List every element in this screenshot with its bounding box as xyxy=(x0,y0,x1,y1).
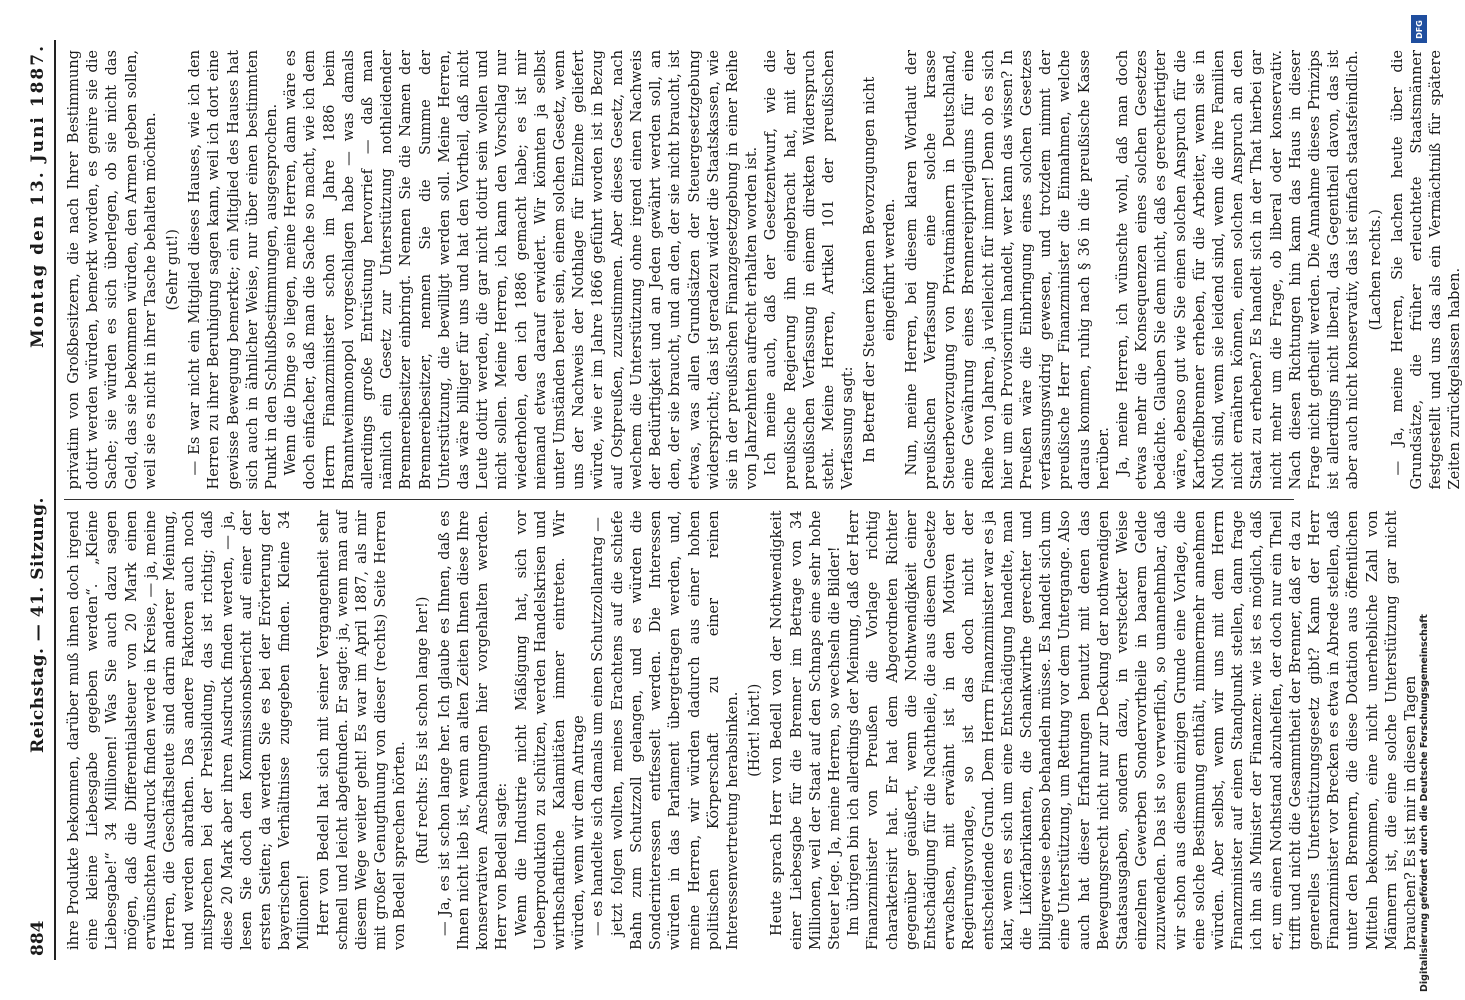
paragraph: Herr von Bedell hat sich mit seiner Vergangenheit sehr schnell und leicht abgefunden. Er sagte: ja, wenn man auf diesem Wege weiter geht! Es war im April 1887, als mir mit großer Genugthuung von dieser (rechts) Seite Herren von Bedell sprechen hörten. xyxy=(314,510,409,950)
right-column xyxy=(64,40,1464,500)
running-head xyxy=(28,40,56,960)
column-rule xyxy=(64,500,1294,501)
paragraph: — Ja, meine Herren, Sie lachen heute über die Grundsätze, die früher erleuchtete Staatsmänner festgestellt und uns das als ein Vermächtniß für spätere Zeiten zurückgelassen haben. xyxy=(1388,50,1464,490)
interjection: (Hört! hört!) xyxy=(746,683,764,777)
interjection: (Lachen rechts.) xyxy=(1366,209,1384,331)
interjection: (Ruf rechts: Es ist schon lange her!) xyxy=(413,596,431,864)
paragraph: ihre Produkte bekommen, darüber muß ihnen doch irgend eine kleine Liebesgabe gegeben werden“. „Kleine Liebesgabe!“ 34 Millionen! Was Sie auch dazu sagen mögen, daß die Differentialsteuer von 20 Mark einen erwünschten Ausdruck finden werde in Kreise, — ja, meine Herren, die Geschäftsleute sind darin anderer Meinung, und werden abrathen. Das andere Faktoren auch noch mitsprechen bei der Preisbildung, das ist richtig; daß diese 20 Mark aber ihren Ausdruck finden werden, — ja, lesen Sie doch den Kommissionsbericht auf einer der ersten Seiten; da werden Sie es bei der Erörterung der bayerischen Verhältnisse zugegeben finden. Kleine 34 Millionen! xyxy=(65,510,313,950)
paragraph: privatim von Großbesitzern, die nach Ihrer Bestimmung dotirt werden würden, bemerkt worden, es genire sie die Sache; sie würden es sich überlegen, ob sie nicht das Geld, das sie bekommen würden, den Armen geben sollen, weil sie es nicht in ihrer Tasche behalten möchten. xyxy=(65,50,159,490)
paragraph: — Es war nicht ein Mitglied dieses Hauses, wie ich den Herren zu ihrer Beruhigung sagen kann, weil ich dort eine gewisse Bewegung bemerkte; ein Mitglied des Hauses hat sich auch in ähnlicher Weise, nur über einen bestimmten Punkt in den Schlußbestimmungen, ausgesprochen. xyxy=(186,50,281,490)
paragraph: Im übrigen bin ich allerdings der Meinung, daß der Herr Finanzminister von Preußen die Vorlage richtig charakterisirt hat. Er hat dem Abgeordneten Richter gegenüber geäußert, wenn die Nothwendigkeit einer Entschädigung für die Nachtheile, die aus diesem Gesetze erwachsen, mit erwähnt ist in den Motiven der Regierungsvorlage, so ist das doch nicht der entscheidende Grund. Dem Herrn Finanzminister war es ja klar, wenn es sich um eine Entschädigung handelte, man die Likörfabrikanten, die Schankwirthe gerechter und billigerweise ebenso behandeln müsse. Es handelt sich um eine Unterstützung, um Rettung vor dem Untergange. Also auch hat dieser Erfahrungen benutzt mit denen das Bewegungsrecht nicht nur zur Deckung der nothwendigen Staatsausgaben, sondern dazu, in versteckter Weise einzelnen Gewerben Sondervortheile in baarem Gelde zuzuwenden. Das ist so verwerflich, so unannehmbar, daß wir schon aus diesem einzigen Grunde eine Vorlage, die eine solche Bestimmung enthält, nimmermehr annehmen würden. Aber selbst, wenn wir uns mit dem Herrn Finanzminister auf einen Standpunkt stellen, dann frage ich ihn als Minister der Finanzen: wie ist es möglich, daß er, um einen Nothstand abzuhelfen, der doch nur ein Theil trifft und nicht die Gesammtheit der Brenner, daß er da zu generelles Unterstützungsgesetz gibt? Kann der Herr Finanzminister vor Brecken es etwa in Abrede stellen, daß unter den Brennern, die diese Dotation aus öffentlichen Mitteln bekommen, eine nicht unerhebliche Zahl von Männern ist, die eine solche Unterstützung gar nicht brauchen? Es ist mir in diesen Tagen xyxy=(845,510,1420,950)
paragraph: Ja, meine Herren, ich wünschte wohl, daß man doch etwas mehr die Konsequenzen eines solchen Gesetzes bedächte. Glauben Sie denn nicht, daß es gerechtfertigter wäre, ebenso gut wie Sie einen solchen Anspruch für die Kartoffelbrenner erheben, für die Arbeiter, wenn sie in Noth sind, wenn sie leidend sind, wenn die ihre Familien nicht ernähren können, einen solchen Anspruch an den Staat zu erheben? Es handelt sich in der That hierbei gar nicht mehr um die Frage, ob liberal oder konservativ. Nach diesen Richtungen hin kann das Haus in dieser Frage nicht getheilt werden. Die Annahme dieses Prinzips ist allerdings nicht liberal, das Gegentheil davon, das ist aber auch nicht konservativ, das ist einfach staatsfeindlich. xyxy=(1113,50,1362,490)
paragraph: — Ja, es ist schon lange her. Ich glaube es Ihnen, daß es Ihnen nicht lieb ist, wenn an alten Zeiten Ihnen diese Ihre konservativen Anschauungen hier vorgehalten werden. Herr von Bedell sagte: xyxy=(435,510,511,950)
paragraph: Heute sprach Herr von Bedell von der Nothwendigkeit einer Liebesgabe für die Brenner im Betrage von 34 Millionen, weil der Staat auf den Schnaps eine sehr hohe Steuer lege. Ja, meine Herren, so wechseln die Bilder! xyxy=(768,510,843,950)
left-column xyxy=(64,501,1420,961)
session-title: Reichstag. — 41. Sitzung. xyxy=(28,497,48,753)
paragraph: — es handelte sich damals um einen Schutzzollantrag — xyxy=(589,517,607,936)
paragraph: Nun, meine Herren, bei diesem klaren Wortlaut der preußischen Verfassung eine solche krasse Steuerbevorzugung von Privatmännern in Deutschland, eine Gewährung eines Brennereiprivilegiums für eine Reihe von Jahren, ja vielleicht für immer! Denn ob es sich hier um ein Provisorium handelt, wer kann das wissen? In Preußen wäre die Einbringung eines solchen Gesetzes verfassungswidrig gewesen, und trotzdem nimmt der preußische Herr Finanzminister die Einnahmen, welche daraus kommen, ruhig nach § 36 in die preußische Kasse herüber. xyxy=(902,50,1112,490)
page-number: 884 xyxy=(28,920,48,956)
quotation: jetzt folgen wollten, meines Erachtens auf die schiefe Bahn zum Schutzzoll gelangen, und es würden die Sonderinteressen entfesselt werden. Die Interessen würden in das Parlament übergetragen werden, und, meine Herren, wir würden dadurch aus einer hohen politischen Körperschaft zu einer reinen Interessenvertretung herabsinken. xyxy=(608,510,741,950)
paragraph: Ich meine auch, daß der Gesetzentwurf, wie die preußische Regierung ihn eingebracht hat, mit der preußischen Verfassung in einem direkten Widerspruch steht. Meine Herren, Artikel 101 der preußischen Verfassung sagt: xyxy=(762,50,857,490)
quotation: Wenn die Industrie nicht Mäßigung hat, sich vor Ueberproduktion zu schützen, werden Handelskrisen und wirthschaftliche Kalamitäten immer eintreten. Wir würden, wenn wir dem Antrage xyxy=(512,510,588,950)
interjection: (Sehr gut!) xyxy=(164,229,182,311)
quotation: In Betreff der Steuern können Bevorzugungen nicht eingeführt werden. xyxy=(861,76,898,463)
funding-note: Digitalisierung gefördert durch die Deutsche Forschungsgemeinschaft xyxy=(1419,614,1430,992)
paragraph: Wenn die Dinge so liegen, meine Herren, dann wäre es doch einfacher, daß man die Sache so macht, wie ich dem Herrn Finanzminister schon im Jahre 1886 beim Branntweinmonopol vorgeschlagen habe — was damals allerdings große Entrüstung hervorrief — daß man nämlich ein Gesetz zur Unterstützung nothleidender Brennereibesitzer einbringt. Nennen Sie die Namen der Brennereibesitzer, nennen Sie die Summe der Unterstützung, die bewilligt werden soll. Meine Herren, das wäre billiger für uns und hat den Vortheil, daß nicht Leute dotirt werden, die gar nicht dotirt sein wollen und nicht sollen. Meine Herren, ich kann den Vorschlag nur wiederholen, den ich 1886 gemacht habe; es ist mir niemand etwas darauf erwidert. Wir könnten ja selbst unter Umständen bereit sein, einem solchen Gesetz, wenn uns der Nachweis der Nothlage für Einzelne geliefert würde, wie er im Jahre 1866 geführt worden ist in Bezug auf Ostpreußen, zuzustimmen. Aber dieses Gesetz, nach welchem die Unterstützung ohne irgend einen Nachweis der Bedürftigkeit und an Jeden gewährt werden soll, an den, der sie braucht, und an den, der sie nicht braucht, ist etwas, was allen Grundsätzen der Steuergesetzgebung widerspricht; das ist geradezu wider die Staatskassen, wie sie in der preußischen Finanzgesetzgebung in einer Reihe von Jahrzehnten aufrecht erhalten worden ist. xyxy=(282,50,761,490)
session-date: Montag den 13. Juni 1887. xyxy=(28,44,48,349)
dfg-logo: DFG xyxy=(1411,15,1427,43)
